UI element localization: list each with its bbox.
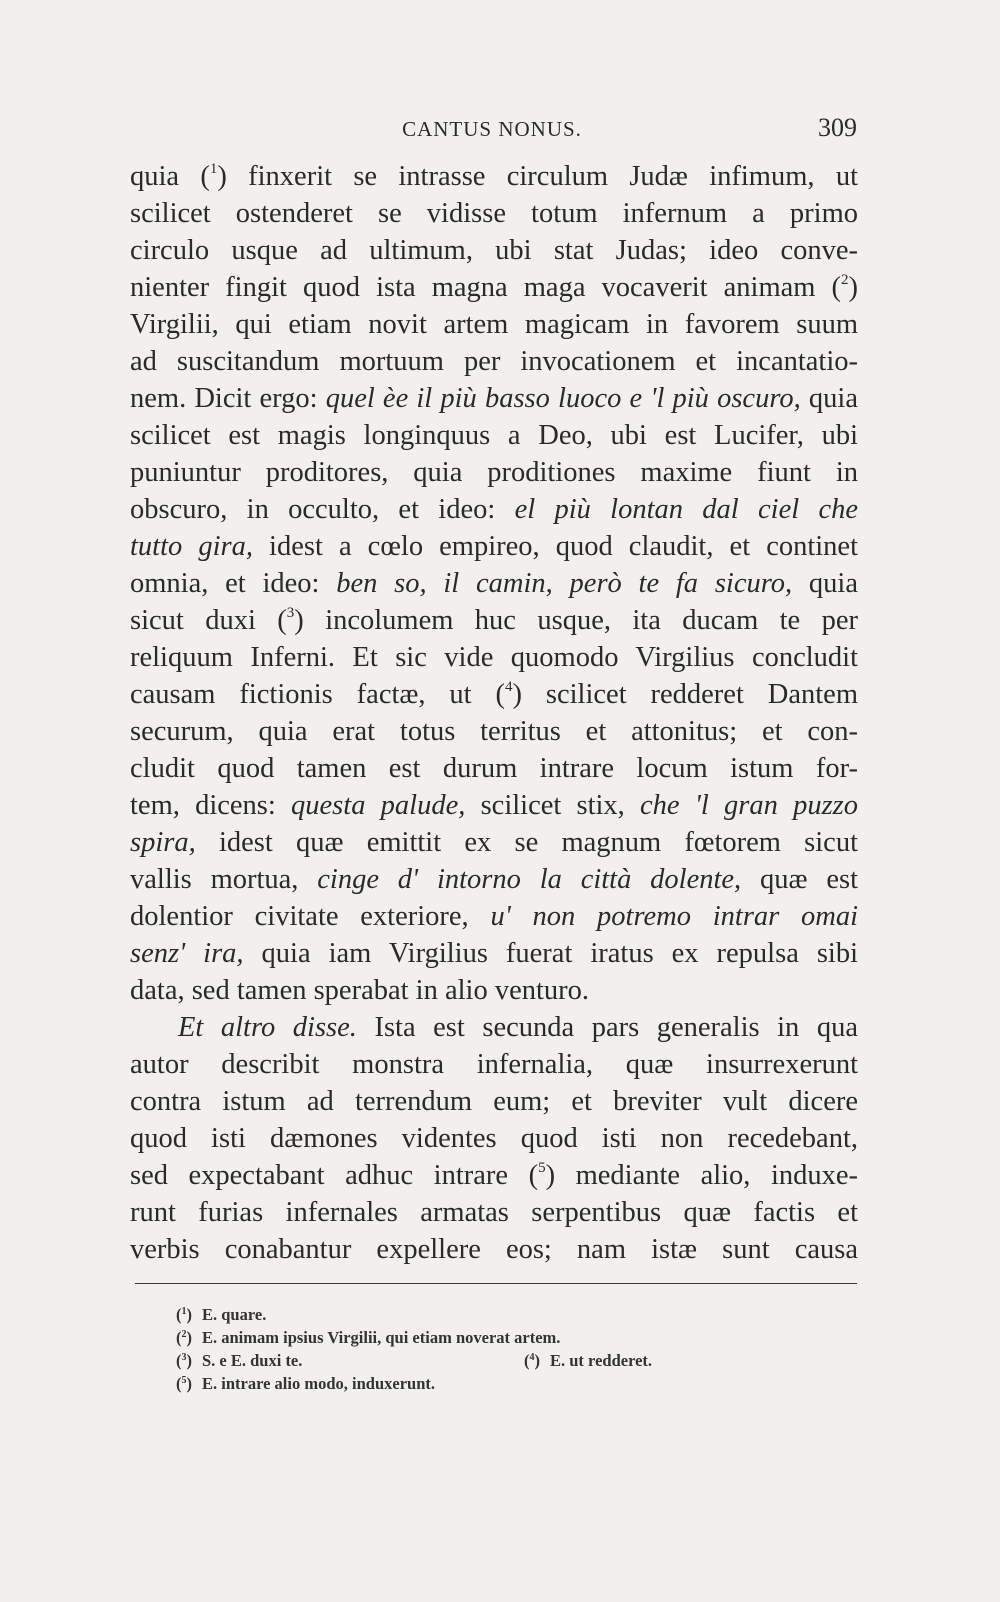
text-line: tem, dicens: questa palude, scilicet stix, che 'l gran puzzo bbox=[130, 790, 859, 821]
text-line: data, sed tamen sperabat in alio venturo. bbox=[130, 975, 590, 1006]
italic-quote: quel èe il più basso luoco e 'l più oscuro, bbox=[325, 383, 801, 414]
footnote-marker: 2 bbox=[181, 1329, 187, 1340]
text-line: nienter fingit quod ista magna maga vocaverit animam ($^2$) bbox=[130, 272, 858, 303]
footnote-ref: 5 bbox=[538, 1160, 546, 1176]
text-line: omnia, et ideo: ben so, il camin, però te fa sicuro, quia bbox=[130, 568, 858, 599]
text-line: nem. Dicit ergo: quel èe il più basso luoco e 'l più oscuro, quia bbox=[130, 383, 858, 414]
italic-quote: che 'l gran puzzo bbox=[640, 790, 859, 821]
footnote-text: E. animam ipsius Virgilii, qui etiam noverat artem. bbox=[202, 1328, 561, 1347]
italic-quote: ben so, il camin, però te fa sicuro, bbox=[336, 568, 793, 599]
text-line: puniuntur proditores, quia proditiones maxime fiunt in bbox=[130, 457, 858, 488]
italic-quote: Et altro disse. bbox=[178, 1012, 357, 1043]
footnote-marker: 1 bbox=[181, 1306, 187, 1317]
text-line: verbis conabantur expellere eos; nam istæ sunt causa bbox=[130, 1234, 858, 1265]
italic-quote: senz' ira, bbox=[130, 938, 244, 969]
footnote-text: E. ut redderet. bbox=[550, 1351, 653, 1370]
text-line: dolentior civitate exteriore, u' non potremo intrar omai bbox=[130, 901, 859, 932]
text-line: contra istum ad terrendum eum; et breviter vult dicere bbox=[130, 1086, 858, 1117]
text-line: Virgilii, qui etiam novit artem magicam in favorem suum bbox=[130, 309, 858, 340]
footnote-text: E. intrare alio modo, induxerunt. bbox=[202, 1374, 436, 1393]
footnote-text: E. quare. bbox=[202, 1305, 267, 1324]
italic-quote: cinge d' intorno la città dolente, bbox=[317, 864, 742, 895]
italic-quote: el più lontan dal ciel che bbox=[514, 494, 858, 525]
footnote: ($^5$) E. intrare alio modo, induxerunt. bbox=[176, 1374, 436, 1393]
text-line: sicut duxi ($^3$) incolumem huc usque, ita ducam te per bbox=[130, 605, 858, 636]
text-line: reliquum Inferni. Et sic vide quomodo Virgilius concludit bbox=[130, 642, 858, 673]
running-title: CANTUS NONUS. bbox=[402, 117, 582, 141]
footnote-marker: 5 bbox=[181, 1375, 187, 1386]
text-line: scilicet ostenderet se vidisse totum infernum a primo bbox=[130, 198, 858, 229]
page-number: 309 bbox=[818, 113, 857, 142]
text-line: vallis mortua, cinge d' intorno la città dolente, quæ est bbox=[130, 864, 858, 895]
footnote-ref: 4 bbox=[505, 679, 513, 695]
text-line: tutto gira, idest a cœlo empireo, quod claudit, et continet bbox=[130, 531, 858, 562]
text-line: circulo usque ad ultimum, ubi stat Judas; ideo conve- bbox=[130, 235, 858, 266]
body-text bbox=[130, 158, 858, 1268]
text-line: cludit quod tamen est durum intrare locum istum for- bbox=[130, 753, 858, 784]
text-line: senz' ira, quia iam Virgilius fuerat iratus ex repulsa sibi bbox=[130, 938, 859, 969]
footnote-rule bbox=[135, 1283, 857, 1284]
running-head bbox=[127, 113, 857, 145]
footnotes bbox=[176, 1303, 776, 1395]
italic-quote: questa palude, bbox=[291, 790, 466, 821]
footnote-text: S. e E. duxi te. bbox=[202, 1351, 303, 1370]
italic-quote: spira, bbox=[130, 827, 196, 858]
text-line: securum, quia erat totus territus et attonitus; et con- bbox=[130, 716, 858, 747]
text-line: sed expectabant adhuc intrare ($^5$) mediante alio, induxe- bbox=[130, 1160, 859, 1191]
text-line: obscuro, in occulto, et ideo: el più lontan dal ciel che bbox=[130, 494, 858, 525]
footnote-marker: 3 bbox=[181, 1352, 187, 1363]
footnote: ($^2$) E. animam ipsius Virgilii, qui etiam noverat artem. bbox=[176, 1328, 561, 1347]
italic-quote: tutto gira, bbox=[130, 531, 253, 562]
text-line: runt furias infernales armatas serpentibus quæ factis et bbox=[130, 1197, 858, 1228]
footnote: ($^4$) E. ut redderet. bbox=[524, 1351, 653, 1370]
text-line: ad suscitandum mortuum per invocationem et incantatio- bbox=[130, 346, 858, 377]
text-line: scilicet est magis longinquus a Deo, ubi est Lucifer, ubi bbox=[130, 420, 858, 451]
text-line: Et altro disse. Ista est secunda pars generalis in qua bbox=[178, 1012, 859, 1043]
footnote: ($^3$) S. e E. duxi te. ($^4$) E. ut redderet. bbox=[176, 1351, 653, 1370]
footnote: ($^1$) E. quare. bbox=[176, 1305, 267, 1324]
italic-quote: u' non potremo intrar omai bbox=[490, 901, 859, 932]
text-line: autor describit monstra infernalia, quæ insurrexerunt bbox=[130, 1049, 858, 1080]
footnote-ref: 1 bbox=[209, 161, 218, 177]
text-line: quia ($^1$) finxerit se intrasse circulum Judæ infimum, ut bbox=[130, 161, 858, 192]
text-line: spira, idest quæ emittit ex se magnum fœtorem sicut bbox=[130, 827, 858, 858]
footnote-ref: 2 bbox=[841, 272, 849, 288]
footnote-ref: 3 bbox=[286, 605, 295, 621]
text-line: causam fictionis factæ, ut ($^4$) scilicet redderet Dantem bbox=[130, 679, 858, 710]
text-line: quod isti dæmones videntes quod isti non recedebant, bbox=[130, 1123, 858, 1154]
footnote-marker: 4 bbox=[529, 1352, 535, 1363]
